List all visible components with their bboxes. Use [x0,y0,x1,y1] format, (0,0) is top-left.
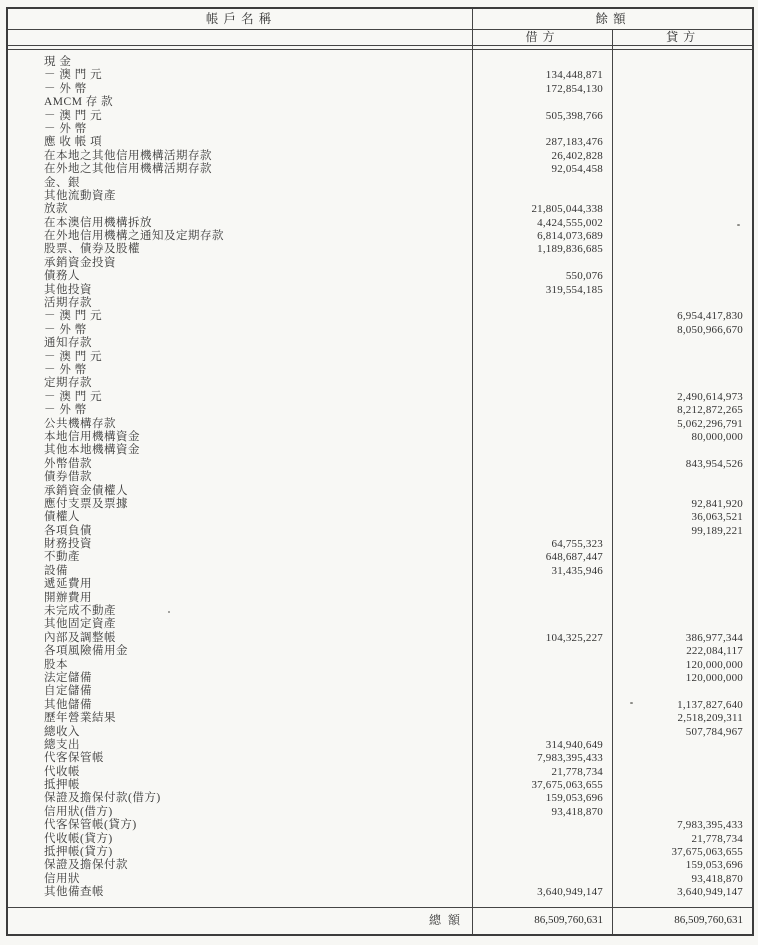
account-name-cell: － 澳 門 元 [44,350,103,363]
credit-cell [612,123,752,136]
debit-cell: 159,053,696 [545,792,603,805]
table-row [8,217,752,230]
credit-cell [612,485,752,498]
account-name-cell: 在本地之其他信用機構活期存款 [44,149,212,162]
table-row [8,418,752,431]
credit-cell: 120,000,000 [685,658,743,671]
debit-cell [472,337,612,350]
credit-cell [612,766,752,779]
table-row [8,56,752,69]
credit-cell [612,592,752,605]
account-name-cell: 財務投資 [44,538,92,551]
debit-cell [472,404,612,417]
account-name-cell: － 澳 門 元 [44,69,103,82]
account-name-cell: 在本澳信用機構拆放 [44,216,152,229]
account-name-cell: 通知存款 [44,337,92,350]
table-header-row-1 [8,9,752,30]
table-row [8,792,752,805]
column-divider-debit-credit [612,30,613,934]
table-row [8,551,752,564]
account-name-cell: － 外 幣 [44,82,87,95]
table-row [8,96,752,109]
account-name-cell: 定期存款 [44,377,92,390]
account-name-cell: 應 收 帳 項 [44,136,103,149]
debit-cell [472,324,612,337]
account-name-cell: 總支出 [44,738,80,751]
debit-cell: 314,940,649 [545,738,603,751]
debit-cell [472,458,612,471]
table-row [8,444,752,457]
table-row [8,69,752,82]
table-row [8,310,752,323]
header-balance: 餘 額 [595,12,627,26]
table-row [8,243,752,256]
table-row [8,645,752,658]
debit-cell: 287,183,476 [545,136,603,149]
table-row [8,578,752,591]
account-name-cell: 外幣借款 [44,457,92,470]
credit-cell [612,752,752,765]
debit-cell: 7,983,395,433 [537,752,603,765]
table-row [8,511,752,524]
debit-cell [472,310,612,323]
account-name-cell: 其他流動資產 [44,189,116,202]
account-name-cell: 現 金 [44,56,72,68]
table-row [8,163,752,176]
table-header-row-2 [8,30,752,45]
credit-cell [612,83,752,96]
header-credit: 貸 方 [666,30,697,44]
table-row [8,498,752,511]
scan-speckle [737,224,740,226]
table-row [8,672,752,685]
account-name-cell: 設備 [44,564,68,577]
debit-cell [472,391,612,404]
table-row [8,632,752,645]
account-name-cell: 應付支票及票據 [44,497,128,510]
table-row [8,136,752,149]
table-row [8,726,752,739]
table-row [8,458,752,471]
debit-cell [472,659,612,672]
account-name-cell: 信用狀 [44,872,80,885]
credit-cell [612,351,752,364]
debit-cell [472,819,612,832]
debit-cell [472,257,612,270]
debit-cell [472,859,612,872]
debit-cell [472,605,612,618]
credit-cell: 36,063,521 [691,511,743,524]
credit-cell: 21,778,734 [691,832,743,845]
credit-cell [612,230,752,243]
credit-cell [612,270,752,283]
debit-cell: 505,398,766 [545,109,603,122]
debit-cell: 92,054,458 [551,163,603,176]
account-name-cell: 抵押帳(貸方) [44,846,113,859]
credit-cell: 507,784,967 [685,725,743,738]
credit-cell: 80,000,000 [691,430,743,443]
debit-cell: 21,805,044,338 [531,203,603,216]
debit-cell: 26,402,828 [551,149,603,162]
credit-cell: 2,518,209,311 [677,712,743,725]
table-row [8,471,752,484]
debit-cell [472,123,612,136]
account-name-cell: 信用狀(借方) [44,805,113,818]
credit-cell: 37,675,063,655 [671,846,743,859]
credit-cell [612,56,752,69]
account-name-cell: － 外 幣 [44,363,87,376]
total-row [8,907,752,933]
credit-cell [612,551,752,564]
credit-cell: 3,640,949,147 [677,886,743,899]
table-row [8,659,752,672]
debit-cell: 172,854,130 [545,82,603,95]
credit-cell [612,685,752,698]
table-row [8,873,752,886]
trial-balance-table [6,7,754,936]
debit-cell [472,699,612,712]
table-row [8,846,752,859]
account-name-cell: － 外 幣 [44,404,87,417]
table-row [8,833,752,846]
table-row [8,739,752,752]
total-debit-cell: 86,509,760,631 [534,914,603,926]
account-name-cell: 總收入 [44,725,80,738]
account-name-cell: 在外地之其他信用機構活期存款 [44,163,212,176]
debit-cell [472,511,612,524]
debit-cell [472,712,612,725]
debit-cell: 64,755,323 [551,538,603,551]
debit-cell [472,726,612,739]
credit-cell: 159,053,696 [685,859,743,872]
debit-cell [472,177,612,190]
debit-cell: 104,325,227 [545,631,603,644]
table-row [8,177,752,190]
table-row [8,284,752,297]
table-row [8,779,752,792]
table-row [8,404,752,417]
credit-cell [612,538,752,551]
table-row [8,377,752,390]
table-row [8,257,752,270]
table-row [8,324,752,337]
debit-cell [472,444,612,457]
credit-cell [612,96,752,109]
credit-cell: 386,977,344 [685,631,743,644]
table-row [8,766,752,779]
account-name-cell: 債權人 [44,511,80,524]
account-name-cell: 本地信用機構資金 [44,430,140,443]
account-name-cell: 金、銀 [44,176,80,189]
credit-cell [612,471,752,484]
debit-cell [472,297,612,310]
credit-cell [612,779,752,792]
header-debit: 借 方 [525,30,556,44]
table-row [8,806,752,819]
debit-cell: 4,424,555,002 [537,216,603,229]
account-name-cell: 自定儲備 [44,685,92,698]
table-row [8,819,752,832]
credit-cell: 93,418,870 [691,872,743,885]
debit-cell [472,833,612,846]
table-row [8,297,752,310]
account-name-cell: － 澳 門 元 [44,390,103,403]
debit-cell: 6,814,073,689 [537,230,603,243]
credit-cell: 120,000,000 [685,671,743,684]
account-name-cell: 其他投資 [44,283,92,296]
credit-cell [612,364,752,377]
account-name-cell: 代收帳 [44,765,80,778]
credit-cell: 8,212,872,265 [677,404,743,417]
credit-cell: 99,189,221 [691,524,743,537]
table-row [8,391,752,404]
debit-cell: 319,554,185 [545,283,603,296]
credit-cell [612,203,752,216]
debit-cell: 134,448,871 [545,69,603,82]
credit-cell [612,578,752,591]
credit-cell [612,806,752,819]
account-name-cell: 債券借款 [44,471,92,484]
header-account-name: 帳 戶 名 稱 [205,12,273,26]
debit-cell [472,846,612,859]
debit-cell [472,498,612,511]
account-name-cell: － 澳 門 元 [44,109,103,122]
table-row [8,712,752,725]
account-name-cell: 其他本地機構資金 [44,444,140,457]
debit-cell [472,364,612,377]
debit-cell [472,618,612,631]
debit-cell [472,645,612,658]
debit-cell: 93,418,870 [551,805,603,818]
credit-cell [612,69,752,82]
column-divider-name-debit [472,9,473,934]
debit-cell [472,190,612,203]
credit-cell [612,739,752,752]
account-name-cell: 開辦費用 [44,591,92,604]
total-label: 總 額 [428,913,462,927]
debit-cell [472,873,612,886]
account-name-cell: 保證及擔保付款 [44,859,128,872]
account-name-cell: 承銷資金投資 [44,256,116,269]
credit-cell: 92,841,920 [691,497,743,510]
credit-cell: 222,084,117 [686,645,743,658]
table-row [8,337,752,350]
table-row [8,123,752,136]
account-name-cell: 法定儲備 [44,671,92,684]
account-name-cell: 未完成不動產 [44,605,116,618]
account-name-cell: － 澳 門 元 [44,310,103,323]
credit-cell [612,136,752,149]
credit-cell [612,297,752,310]
table-row [8,351,752,364]
account-name-cell: 代客保管帳(貸方) [44,819,137,832]
credit-cell [612,377,752,390]
table-row [8,538,752,551]
credit-cell [612,337,752,350]
total-credit-cell: 86,509,760,631 [674,914,743,926]
table-body [8,50,752,907]
table-row [8,752,752,765]
credit-cell [612,257,752,270]
account-name-cell: 遞延費用 [44,578,92,591]
debit-cell [472,485,612,498]
account-name-cell: 其他備查帳 [44,886,104,899]
debit-cell: 648,687,447 [545,551,603,564]
debit-cell [472,431,612,444]
credit-cell: 2,490,614,973 [677,390,743,403]
debit-cell [472,351,612,364]
credit-cell [612,110,752,123]
credit-cell [612,792,752,805]
table-row [8,605,752,618]
table-row [8,230,752,243]
credit-cell: 8,050,966,670 [677,323,743,336]
account-name-cell: 歷年營業結果 [44,712,116,725]
table-row [8,150,752,163]
table-row [8,431,752,444]
account-name-cell: 其他固定資產 [44,618,116,631]
credit-cell [612,150,752,163]
debit-cell: 550,076 [565,270,603,283]
credit-cell [612,444,752,457]
account-name-cell: 代收帳(貸方) [44,832,113,845]
table-row [8,592,752,605]
account-name-cell: 各項負債 [44,524,92,537]
table-row [8,886,752,899]
credit-cell: 1,137,827,640 [677,698,743,711]
account-name-cell: 債務人 [44,270,80,283]
debit-cell: 3,640,949,147 [537,886,603,899]
credit-cell [612,565,752,578]
credit-cell: 5,062,296,791 [677,417,743,430]
debit-cell [472,525,612,538]
account-name-cell: 股本 [44,658,68,671]
table-row [8,485,752,498]
debit-cell [472,56,612,69]
account-name-cell: 放款 [44,203,68,216]
credit-cell: 6,954,417,830 [677,310,743,323]
table-row [8,525,752,538]
credit-cell [612,163,752,176]
account-name-cell: 各項風險備用金 [44,645,128,658]
account-name-cell: 不動產 [44,551,80,564]
debit-cell [472,685,612,698]
account-name-cell: 公共機構存款 [44,417,116,430]
credit-cell: 7,983,395,433 [677,819,743,832]
account-name-cell: 內部及調整帳 [44,631,116,644]
debit-cell [472,592,612,605]
debit-cell [472,471,612,484]
table-row [8,685,752,698]
table-row [8,859,752,872]
account-name-cell: AMCM 存 款 [44,96,114,109]
scan-speckle [630,702,633,704]
credit-cell [612,618,752,631]
account-name-cell: 代客保管帳 [44,752,104,765]
debit-cell [472,672,612,685]
table-row [8,618,752,631]
account-name-cell: 在外地信用機構之通知及定期存款 [44,230,224,243]
table-row [8,565,752,578]
debit-cell: 1,189,836,685 [537,243,603,256]
credit-cell: 843,954,526 [685,457,743,470]
table-row [8,110,752,123]
debit-cell: 21,778,734 [551,765,603,778]
credit-cell [612,284,752,297]
credit-cell [612,177,752,190]
table-row [8,699,752,712]
account-name-cell: 承銷資金債權人 [44,484,128,497]
debit-cell [472,96,612,109]
debit-cell: 37,675,063,655 [531,779,603,792]
account-name-cell: 活期存款 [44,297,92,310]
table-row [8,83,752,96]
table-row [8,203,752,216]
table-row [8,270,752,283]
debit-cell: 31,435,946 [551,564,603,577]
debit-cell [472,578,612,591]
account-name-cell: 其他儲備 [44,698,92,711]
credit-cell [612,605,752,618]
account-name-cell: － 外 幣 [44,122,87,135]
account-name-cell: － 外 幣 [44,323,87,336]
account-name-cell: 保證及擔保付款(借方) [44,792,161,805]
debit-cell [472,418,612,431]
scan-speckle [168,611,170,613]
header-empty-cell [8,30,471,45]
table-row [8,190,752,203]
credit-cell [612,190,752,203]
account-name-cell: 股票、債券及股權 [44,243,140,256]
credit-cell [612,243,752,256]
table-row [8,364,752,377]
debit-cell [472,377,612,390]
account-name-cell: 抵押帳 [44,779,80,792]
credit-cell [612,217,752,230]
